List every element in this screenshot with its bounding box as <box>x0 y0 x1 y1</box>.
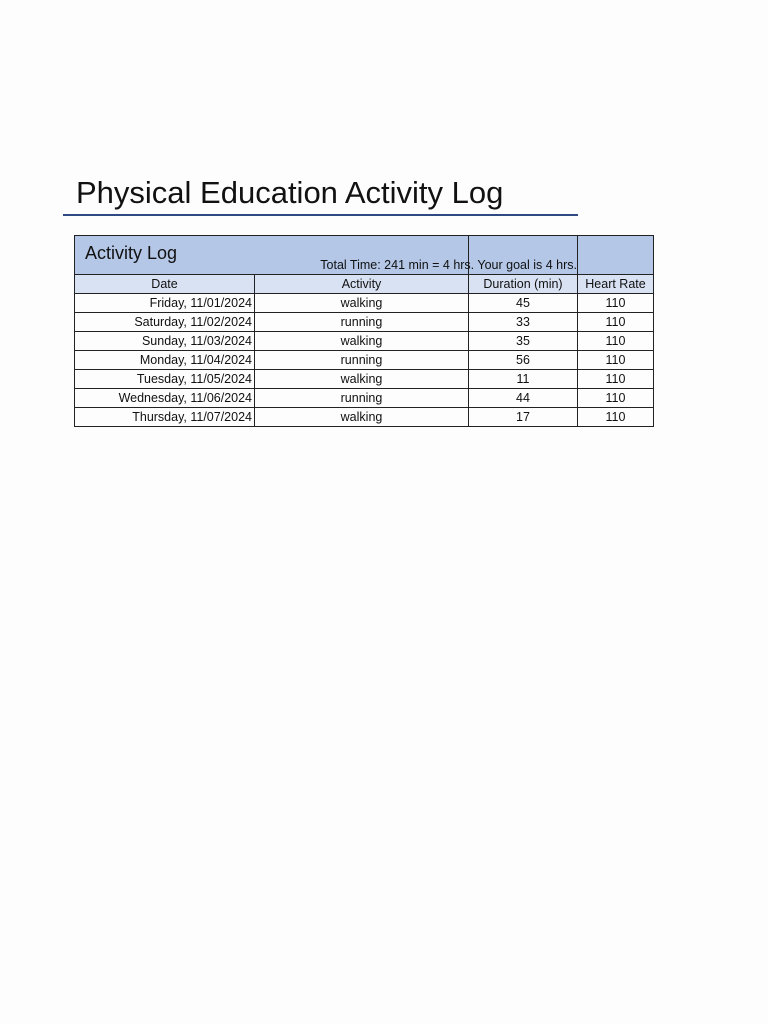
activity-cell[interactable]: running <box>255 389 469 408</box>
heart-rate-cell[interactable]: 110 <box>578 351 654 370</box>
table-body <box>75 294 654 427</box>
table-row <box>75 313 654 332</box>
activity-cell[interactable]: running <box>255 351 469 370</box>
table-row <box>75 408 654 427</box>
table-row <box>75 294 654 313</box>
activity-cell[interactable]: walking <box>255 332 469 351</box>
page-title: Physical Education Activity Log <box>76 175 504 210</box>
heart-rate-cell[interactable]: 110 <box>578 313 654 332</box>
table-row <box>75 389 654 408</box>
date-cell[interactable]: Sunday, 11/03/2024 <box>75 332 255 351</box>
table-title: Activity Log <box>85 243 178 263</box>
table-header-row <box>75 275 654 294</box>
table-row <box>75 351 654 370</box>
duration-cell[interactable]: 33 <box>469 313 578 332</box>
duration-cell[interactable]: 35 <box>469 332 578 351</box>
date-cell[interactable]: Monday, 11/04/2024 <box>75 351 255 370</box>
activity-cell[interactable]: walking <box>255 294 469 313</box>
date-cell[interactable]: Friday, 11/01/2024 <box>75 294 255 313</box>
table-row <box>75 332 654 351</box>
column-header-date[interactable]: Date <box>75 275 255 294</box>
heart-rate-cell[interactable]: 110 <box>578 408 654 427</box>
heart-rate-cell[interactable]: 110 <box>578 332 654 351</box>
duration-cell[interactable]: 45 <box>469 294 578 313</box>
heart-rate-cell[interactable]: 110 <box>578 370 654 389</box>
banner-cell-heart-rate <box>578 236 654 275</box>
activity-cell[interactable]: walking <box>255 370 469 389</box>
column-header-duration[interactable]: Duration (min) <box>469 275 578 294</box>
activity-cell[interactable]: running <box>255 313 469 332</box>
date-cell[interactable]: Wednesday, 11/06/2024 <box>75 389 255 408</box>
duration-cell[interactable]: 11 <box>469 370 578 389</box>
duration-cell[interactable]: 17 <box>469 408 578 427</box>
column-header-activity[interactable]: Activity <box>255 275 469 294</box>
column-header-heart-rate[interactable]: Heart Rate <box>578 275 654 294</box>
table-row <box>75 370 654 389</box>
duration-cell[interactable]: 44 <box>469 389 578 408</box>
date-cell[interactable]: Saturday, 11/02/2024 <box>75 313 255 332</box>
heart-rate-cell[interactable]: 110 <box>578 294 654 313</box>
total-time-summary: Total Time: 241 min = 4 hrs. Your goal is 4 hrs. <box>320 258 577 272</box>
date-cell[interactable]: Thursday, 11/07/2024 <box>75 408 255 427</box>
date-cell[interactable]: Tuesday, 11/05/2024 <box>75 370 255 389</box>
heart-rate-cell[interactable]: 110 <box>578 389 654 408</box>
title-underline <box>63 214 578 216</box>
activity-cell[interactable]: walking <box>255 408 469 427</box>
duration-cell[interactable]: 56 <box>469 351 578 370</box>
